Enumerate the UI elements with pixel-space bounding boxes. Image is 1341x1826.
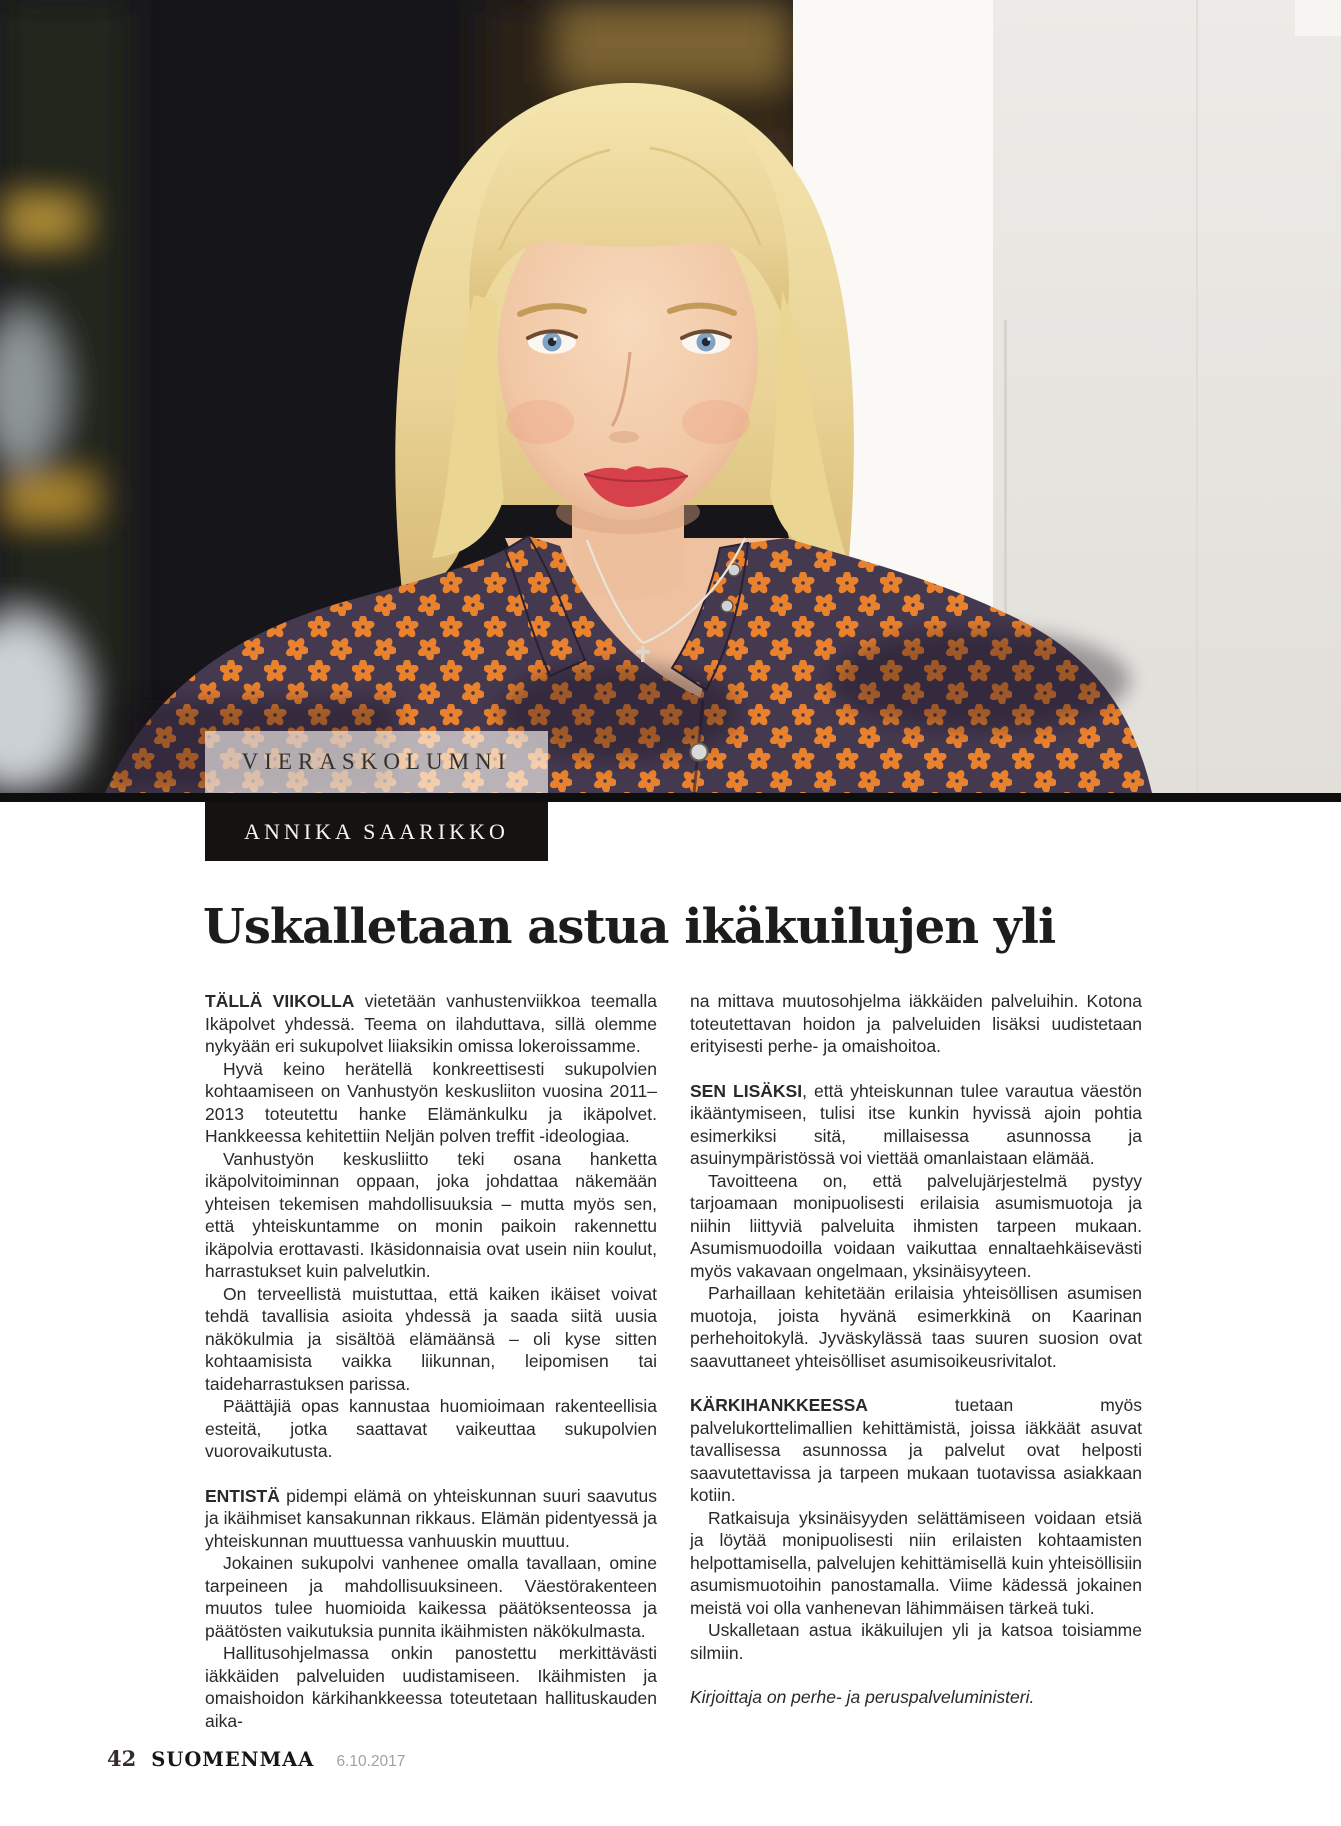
paragraph-lead-in: TÄLLÄ VIIKOLLA bbox=[205, 991, 355, 1011]
paragraph-lead-in: SEN LISÄKSI bbox=[690, 1080, 803, 1101]
body-paragraph: Päättäjiä opas kannustaa huomioimaan rakenteellisia esteitä, jotka saattavat vaikeuttaa sukupolvien vuorovaikutusta. bbox=[205, 1396, 657, 1461]
body-paragraph: Parhaillaan kehitetään erilaisia yhteisöllisen asumisen muotoja, joista hyvänä esimerkkinä on Kaarinan perhehoitokylä. Jyväskylässä taas suuren suosion ovat saavuttaneet yhteisölliset asumisoikeusrivitalot. bbox=[690, 1283, 1142, 1371]
issue-date: 6.10.2017 bbox=[336, 1753, 406, 1770]
divider-bar bbox=[0, 793, 1341, 802]
publication-name: SUOMENMAA bbox=[151, 1748, 315, 1771]
blush-left bbox=[506, 400, 574, 444]
eye-right bbox=[682, 330, 730, 354]
body-paragraph: na mittava muutosohjelma iäkkäiden palveluihin. Kotona toteutettavan hoidon ja palveluiden lisäksi uudistetaan erityisesti perhe- ja omaishoitoa. bbox=[690, 991, 1142, 1056]
right-column bbox=[690, 990, 1142, 1709]
article-title: Uskalletaan astua ikäkuilujen yli bbox=[203, 899, 1056, 955]
wall-corner-highlight bbox=[1295, 0, 1341, 36]
page-footer bbox=[107, 1746, 405, 1771]
wall-seam-2 bbox=[1196, 0, 1198, 793]
portrait-illustration bbox=[0, 0, 1341, 793]
paragraph-lead-in: KÄRKIHANKKEESSA bbox=[690, 1395, 868, 1415]
author-name: ANNIKA SAARIKKO bbox=[244, 818, 509, 844]
nose-shadow bbox=[609, 431, 639, 443]
author-band bbox=[205, 802, 548, 861]
body-paragraph: Vanhustyön keskusliitto teki osana hanketta ikäpolvitoiminnan oppaan, joka johdattaa näkemään yhteisen tekemisen mahdollisuuksia – mutta myös sen, että yhteiskuntamme on monin paikoin rakennettu ikäpolvia erottavasti. Ikäsidonnaisia ovat usein niin koulut, harrastukset kuin palvelutkin. bbox=[205, 1148, 657, 1281]
left-column bbox=[205, 990, 657, 1732]
kicker-label: VIERASKOLUMNI bbox=[241, 749, 512, 774]
paragraph-lead-in: ENTISTÄ bbox=[205, 1485, 280, 1506]
body-paragraph: TÄLLÄ VIIKOLLA vietetään vanhustenviikkoa teemalla Ikäpolvet yhdessä. Teema on ilahduttava, sillä olemme nykyään eri sukupolvet liiaksikin omissa lokeroissamme. bbox=[205, 991, 657, 1056]
body-paragraph: Ratkaisuja yksinäisyyden selättämiseen voidaan etsiä ja löytää monipuolisesti niin erilaisten kohtaamisten helpottamisella, palvelujen kehittämisellä kuin yhteisöllisiin asumismuotoihin panostamalla. Viime kädessä jokainen meistä voi olla vanhenevan lähimmäisen tärkeä tuki. bbox=[690, 1507, 1142, 1618]
eye-left bbox=[528, 330, 576, 354]
page-number: 42 bbox=[107, 1746, 137, 1771]
body-paragraph: SEN LISÄKSI, että yhteiskunnan tulee varautua väestön ikääntymiseen, tulisi itse kunkin hyvissä ajoin pohtia esimerkiksi sitä, millaisessa asunnossa ja asuinympäristössä voi viettää omanlaistaan elämää. bbox=[690, 1080, 1142, 1168]
body-paragraph: Uskalletaan astua ikäkuilujen yli ja katsoa toisiamme silmiin. bbox=[690, 1620, 1142, 1663]
body-paragraph: Hallitusohjelmassa onkin panostettu merkittävästi iäkkäiden palveluiden uudistamiseen. Ikäihmisten ja omaishoidon kärkihankkeessa toteutetaan hallituskauden aika- bbox=[205, 1643, 657, 1731]
signature-line: Kirjoittaja on perhe- ja peruspalveluministeri. bbox=[690, 1687, 1035, 1707]
body-paragraph: On terveellistä muistuttaa, että kaiken ikäiset voivat tehdä tavallisia asioita yhdessä ja saada siitä uusia näkökulmia ja sisältöä elämäänsä – oli kyse sitten kohtaamisista vaikka liikunnan, leipomisen tai taideharrastuksen parissa. bbox=[205, 1283, 657, 1394]
blush-right bbox=[682, 400, 750, 444]
body-paragraph: Tavoitteena on, että palvelujärjestelmä pystyy tarjoamaan monipuolisesti erilaisia asumismuotoja ja niihin liittyviä palveluita ihmisten tarpeen mukaan. Asumismuodoilla voidaan vaikuttaa ennaltaehkäisevästi myös vakavaan ongelmaan, yksinäisyyteen. bbox=[690, 1170, 1142, 1281]
body-paragraph: Jokainen sukupolvi vanhenee omalla tavallaan, omine tarpeineen ja mahdollisuuksineen. Väestörakenteen muutos tulee huomioida kaikessa päätöksenteossa ja päätösten vaikutuksia punnita ikäihmisten näkökulmasta. bbox=[205, 1553, 657, 1641]
collar-button-2 bbox=[721, 600, 733, 612]
body-paragraph: ENTISTÄ pidempi elämä on yhteiskunnan suuri saavutus ja ikäihmiset kansakunnan rikkaus. Elämän pidentyessä ja yhteiskunnan muuttuessa vanhuuskin muuttuu. bbox=[205, 1485, 657, 1551]
portrait-photo bbox=[0, 0, 1341, 793]
kicker-band bbox=[205, 731, 548, 793]
button bbox=[691, 744, 708, 761]
body-paragraph: KÄRKIHANKKEESSA tuetaan myös palvelukorttelimallien kehittämistä, joissa iäkkäät asuvat tavallisessa asunnossa ja palvelut ovat helposti saavutettavissa ja tarpeen mukaan tuotavissa asiakkaan kotiin. bbox=[690, 1395, 1142, 1505]
body-paragraph: Hyvä keino herätellä konkreettisesti sukupolvien kohtaamiseen on Vanhustyön keskusliiton vuosina 2011–2013 toteutettu hanke Elämänkulku ja ikäpolvet. Hankkeessa kehitettiin Neljän polven treffit -ideologiaa. bbox=[205, 1058, 657, 1146]
